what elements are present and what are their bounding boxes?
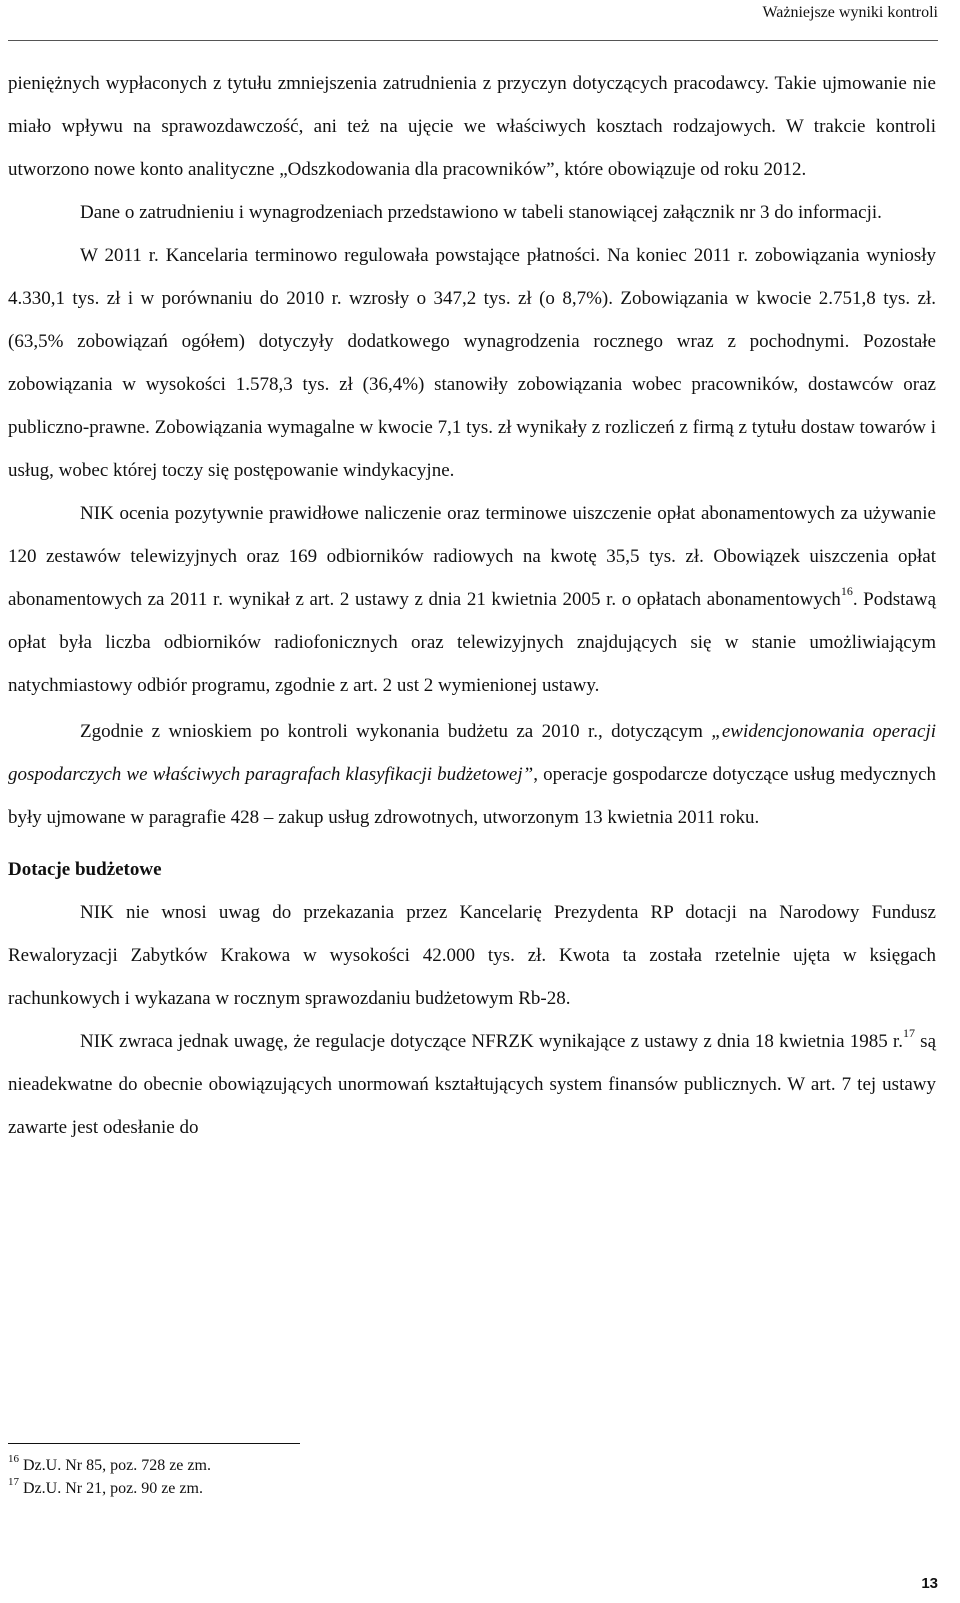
paragraph-nfrzk — [8, 1020, 936, 1149]
paragraph-severance: pieniężnych wypłaconych z tytułu zmniejszenia zatrudnienia z przyczyn dotyczących pracodawcy. Takie ujmowanie nie miało wpływu na sprawozdawczość, ani też na ujęcie we właściwych kosztach rodzajowych. W trakcie kontroli utworzono nowe konto analityczne „Odszkodowania dla pracowników”, które obowiązuje od roku 2012. — [8, 73, 936, 180]
paragraph-text-part: Zgodnie z wnioskiem po kontroli wykonania budżetu za 2010 r., dotyczącym — [80, 721, 712, 742]
body-text — [8, 62, 936, 1149]
paragraph-text-part: . Podstawą opłat była liczba odbiorników radiofonicznych oraz telewizyjnych znajdujących się w stanie umożliwiającym natychmiastowy odbiór programu, zgodnie z art. 2 ust 2 wymienionej ustawy. — [8, 589, 937, 696]
footnote-item — [8, 1454, 211, 1477]
footnote-reference-16[interactable]: 16 — [840, 584, 853, 598]
footnote-mark: 17 — [8, 1476, 19, 1488]
paragraph-text-part: są nieadekwatne do obecnie obowiązujących unormowań kształtujących system finansów publicznych. W art. 7 tej ustawy zawarte jest odesłanie do — [8, 1031, 937, 1138]
footnote-separator — [8, 1443, 300, 1444]
footnote-reference-17[interactable]: 17 — [902, 1026, 915, 1040]
paragraph-subscription-fees — [8, 492, 936, 707]
paragraph-text-part: NIK ocenia pozytywnie prawidłowe naliczenie oraz terminowe uiszczenie opłat abonamentowych za używanie 120 zestawów telewizyjnych oraz 169 odbiorników radiowych na kwotę 35,5 tys. zł. Obowiązek uiszczenia opłat abonamentowych za 2011 r. wynikał z art. 2 ustawy z dnia 21 kwietnia 2005 r. o opłatach abonamentowych — [8, 503, 936, 610]
paragraph-text-part: NIK zwraca jednak uwagę, że regulacje dotyczące NFRZK wynikające z ustawy z dnia 18 kwietnia 1985 r. — [80, 1031, 903, 1052]
footnote-text: Dz.U. Nr 21, poz. 90 ze zm. — [23, 1480, 203, 1497]
footnotes — [8, 1454, 211, 1500]
section-heading: Dotacje budżetowe — [8, 859, 162, 880]
footnote-mark: 16 — [8, 1453, 19, 1465]
paragraph-budget-classification — [8, 710, 936, 839]
footnote-text: Dz.U. Nr 85, poz. 728 ze zm. — [23, 1457, 211, 1474]
page-number: 13 — [921, 1575, 938, 1592]
paragraph-liabilities: W 2011 r. Kancelaria terminowo regulowała powstające płatności. Na koniec 2011 r. zobowiązania wyniosły 4.330,1 tys. zł i w porównaniu do 2010 r. wzrosły o 347,2 tys. zł (o 8,7%). Zobowiązania w kwocie 2.751,8 tys. zł. (63,5% zobowiązań ogółem) dotyczyły dodatkowego wynagrodzenia rocznego wraz z pochodnymi. Pozostałe zobowiązania w wysokości 1.578,3 tys. zł (36,4%) stanowiły zobowiązania wobec pracowników, dostawców oraz publiczno-prawne. Zobowiązania wymagalne w kwocie 7,1 tys. zł wynikały z rozliczeń z firmą z tytułu dostaw towarów i usług, wobec której toczy się postępowanie windykacyjne. — [8, 245, 936, 481]
quoted-recommendation: „ewidencjonowania operacji gospodarczych we właściwych paragrafach klasyfikacji budżetowej” — [8, 721, 936, 785]
paragraph-text-part: , operacje gospodarcze dotyczące usług medycznych były ujmowane w paragrafie 428 – zakup usług zdrowotnych, utworzonym 13 kwietnia 2011 roku. — [8, 764, 937, 828]
paragraph-employment-data: Dane o zatrudnieniu i wynagrodzeniach przedstawiono w tabeli stanowiącej załącznik nr 3 do informacji. — [80, 202, 882, 223]
paragraph-subsidy: NIK nie wnosi uwag do przekazania przez Kancelarię Prezydenta RP dotacji na Narodowy Fundusz Rewaloryzacji Zabytków Krakowa w wysokości 42.000 tys. zł. Kwota ta została rzetelnie ujęta w księgach rachunkowych i wykazana w rocznym sprawozdaniu budżetowym Rb-28. — [8, 902, 936, 1009]
running-title: Ważniejsze wyniki kontroli — [762, 4, 938, 21]
running-header — [8, 0, 938, 41]
footnote-item — [8, 1477, 211, 1500]
